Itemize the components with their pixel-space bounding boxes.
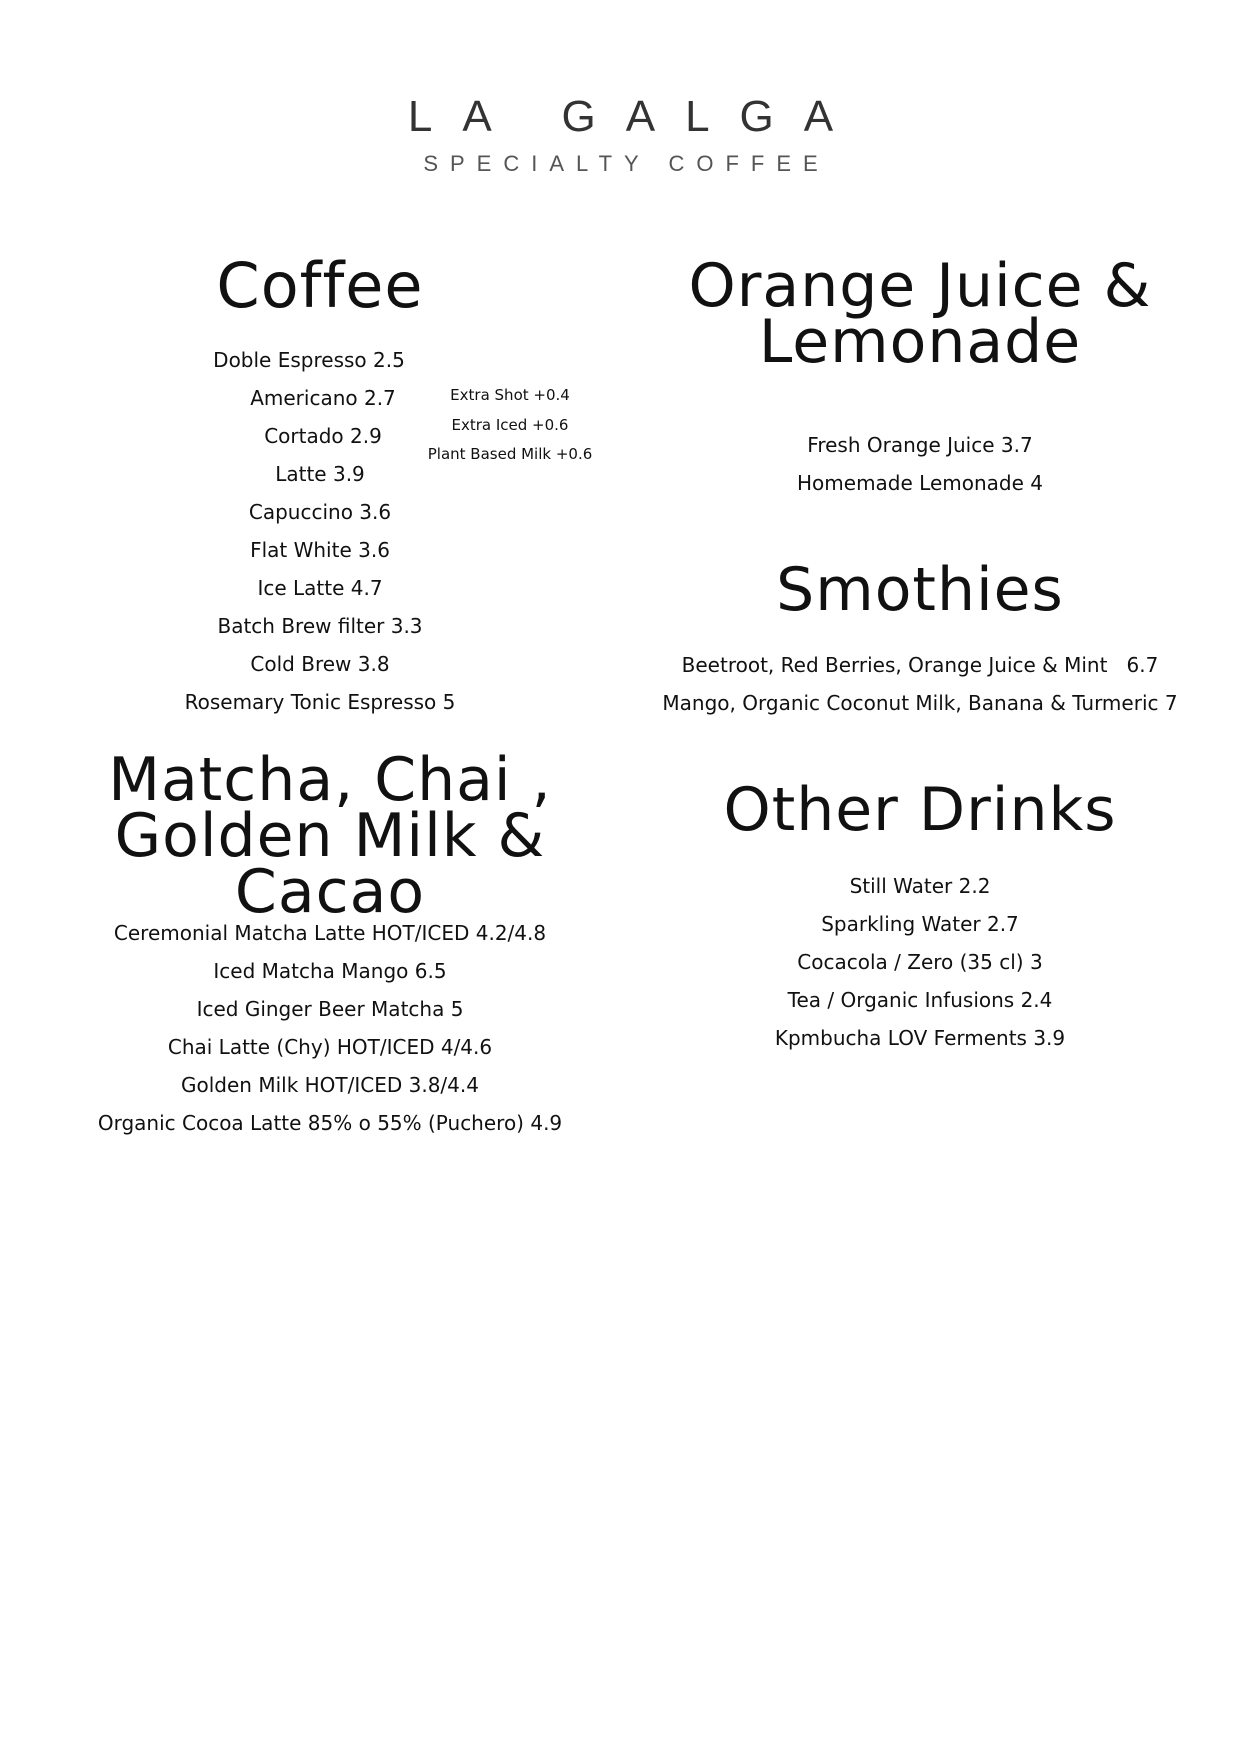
extra-shot: Extra Shot +0.4	[450, 386, 570, 404]
coffee-item-doble-espresso: Doble Espresso 2.5	[213, 348, 405, 372]
extra-iced: Extra Iced +0.6	[451, 415, 569, 434]
coffee-heading: Coffee	[216, 249, 424, 322]
matcha-section	[20, 745, 640, 927]
smoothie-item-beetroot: Beetroot, Red Berries, Orange Juice & Mint 6.7	[681, 653, 1159, 677]
coffee-item-ice-latte: Ice Latte 4.7	[257, 576, 383, 600]
other-item-cocacola: Cocacola / Zero (35 cl) 3	[797, 950, 1043, 974]
brand-tagline: SPECIALTY COFFEE	[423, 151, 830, 176]
coffee-item-americano: Americano 2.7	[250, 386, 396, 410]
smoothie-item-mango: Mango, Organic Coconut Milk, Banana & Turmeric 7	[662, 691, 1178, 715]
matcha-list	[20, 914, 640, 1142]
brand-name: LA GALGA	[407, 92, 864, 141]
coffee-section	[60, 249, 580, 322]
other-heading: Other Drinks	[723, 775, 1117, 845]
other-list	[640, 867, 1200, 1057]
matcha-heading-line1: Matcha, Chai ,	[108, 745, 552, 815]
matcha-item-golden-milk: Golden Milk HOT/ICED 3.8/4.4	[181, 1073, 479, 1097]
plant-based-milk: Plant Based Milk +0.6	[427, 445, 593, 463]
matcha-item-chai: Chai Latte (Chy) HOT/ICED 4/4.6	[167, 1035, 493, 1059]
juice-item-lemonade: Homemade Lemonade 4	[797, 471, 1043, 495]
smoothies-list	[640, 646, 1200, 722]
juice-heading-line1: Orange Juice &	[688, 251, 1152, 321]
other-item-tea: Tea / Organic Infusions 2.4	[787, 988, 1053, 1012]
coffee-item-flat-white: Flat White 3.6	[250, 538, 390, 562]
matcha-item-cocoa: Organic Cocoa Latte 85% o 55% (Puchero) 4.9	[97, 1111, 563, 1135]
matcha-heading-line2: Golden Milk & Cacao	[114, 801, 546, 927]
coffee-item-cold-brew: Cold Brew 3.8	[250, 652, 390, 676]
other-item-kombucha: Kpmbucha LOV Ferments 3.9	[774, 1026, 1066, 1050]
coffee-item-batch-brew: Batch Brew filter 3.3	[217, 614, 423, 638]
juice-heading-line2: Lemonade	[758, 307, 1082, 377]
other-section	[640, 775, 1200, 845]
coffee-item-capuccino: Capuccino 3.6	[248, 500, 392, 524]
matcha-item-ginger-beer: Iced Ginger Beer Matcha 5	[196, 997, 464, 1021]
juice-section	[640, 251, 1200, 377]
coffee-item-rosemary-tonic: Rosemary Tonic Espresso 5	[184, 690, 456, 714]
matcha-item-ceremonial: Ceremonial Matcha Latte HOT/ICED 4.2/4.8	[113, 921, 547, 945]
coffee-extras	[410, 381, 610, 470]
other-item-still-water: Still Water 2.2	[849, 874, 991, 898]
smoothies-heading: Smothies	[776, 555, 1064, 625]
coffee-item-latte: Latte 3.9	[275, 462, 365, 486]
matcha-item-mango: Iced Matcha Mango 6.5	[213, 959, 447, 983]
other-item-sparkling-water: Sparkling Water 2.7	[821, 912, 1019, 936]
juice-list	[640, 426, 1200, 502]
juice-item-orange: Fresh Orange Juice 3.7	[807, 433, 1033, 457]
coffee-item-cortado: Cortado 2.9	[264, 424, 382, 448]
smoothies-section	[640, 555, 1200, 625]
